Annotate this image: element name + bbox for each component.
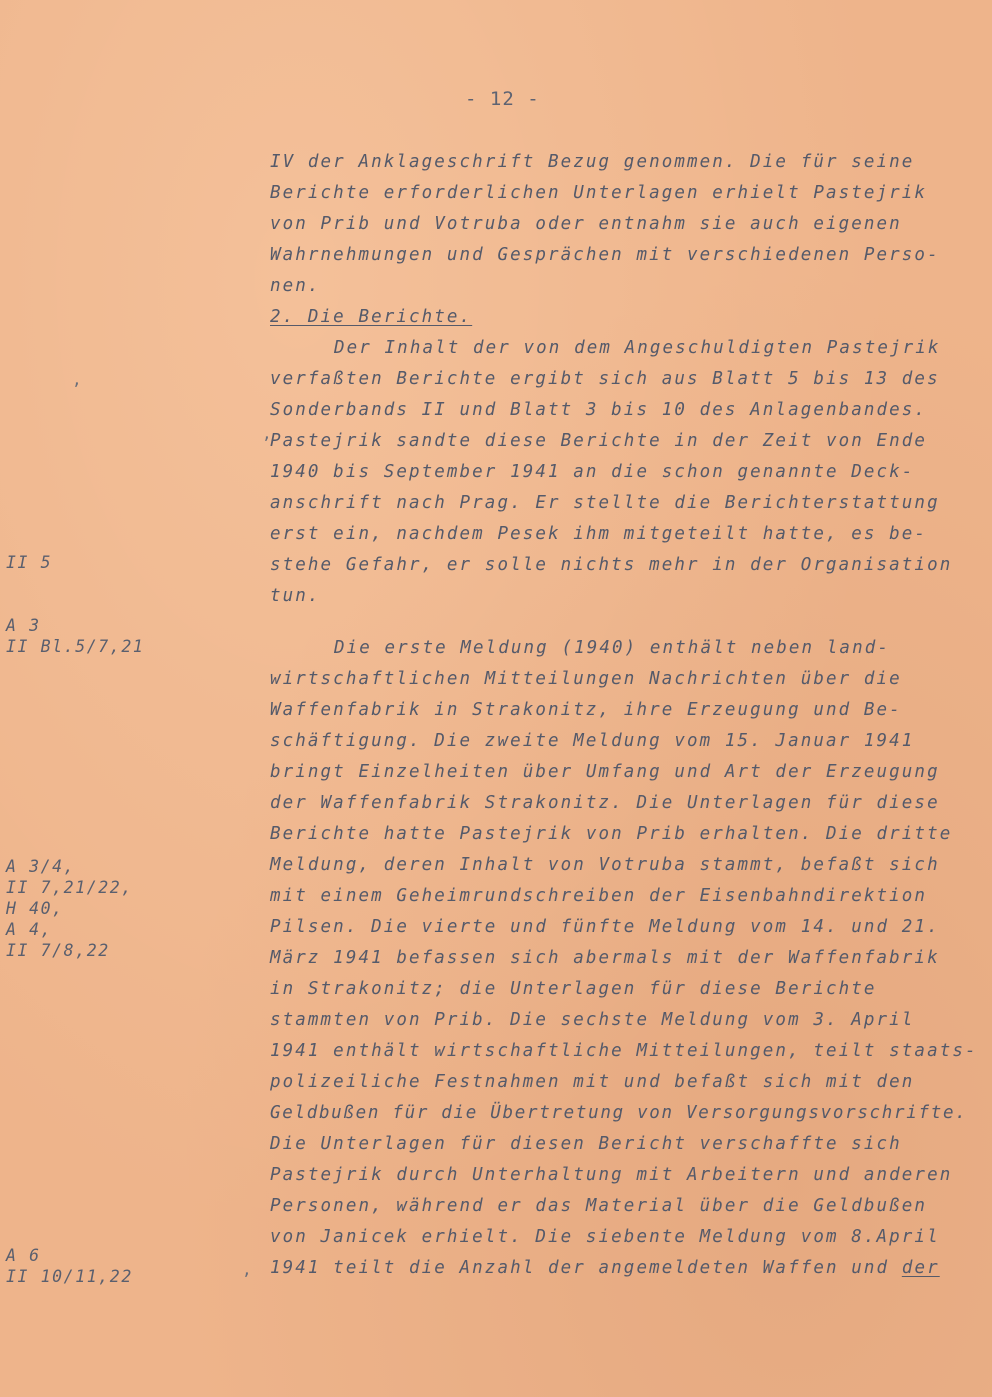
text-line: schäftigung. Die zweite Meldung vom 15. Januar 1941 <box>270 731 915 751</box>
margin-note: II Bl.5/7,21 <box>6 637 145 656</box>
text-line: nen. <box>270 276 321 296</box>
stray-mark: , <box>262 424 272 443</box>
text-line: der Waffenfabrik Strakonitz. Die Unterlagen für diese <box>270 793 940 813</box>
text-line: polizeiliche Festnahmen mit und befaßt sich mit den <box>270 1072 915 1092</box>
text-line: Pilsen. Die vierte und fünfte Meldung vom 14. und 21. <box>270 917 940 937</box>
stray-mark: , <box>242 1260 252 1279</box>
margin-note: II 7/8,22 <box>6 941 110 960</box>
page-number: - 12 - <box>465 88 540 110</box>
text-line: von Janicek erhielt. Die siebente Meldung vom 8.April <box>270 1227 940 1247</box>
text-line: Meldung, deren Inhalt von Votruba stammt, befaßt sich <box>270 855 940 875</box>
text-line: Sonderbands II und Blatt 3 bis 10 des Anlagenbandes. <box>270 400 928 420</box>
text-line: stehe Gefahr, er solle nichts mehr in der Organisation <box>270 555 953 575</box>
stray-mark: , <box>72 370 82 389</box>
margin-note: II 10/11,22 <box>6 1267 133 1286</box>
text-line: 1940 bis September 1941 an die schon genannte Deck- <box>270 462 915 482</box>
text-line: Geldbußen für die Übertretung von Versorgungsvorschrifte. <box>270 1103 968 1123</box>
text-line: Personen, während er das Material über die Geldbußen <box>270 1196 928 1216</box>
text-line: 1941 enthält wirtschaftliche Mitteilungen, teilt staats- <box>270 1041 978 1061</box>
text-line: mit einem Geheimrundschreiben der Eisenbahndirektion <box>270 886 928 906</box>
margin-note: H 40, <box>6 899 64 918</box>
text-line: Waffenfabrik in Strakonitz, ihre Erzeugung und Be- <box>270 700 902 720</box>
margin-note: A 4, <box>6 920 53 939</box>
text-line: Der Inhalt der von dem Angeschuldigten Pastejrik <box>334 338 941 358</box>
text-line <box>270 1258 940 1278</box>
text-line: von Prib und Votruba oder entnahm sie auch eigenen <box>270 214 902 234</box>
margin-note: A 3 <box>6 616 41 635</box>
underlined-word: der <box>901 1258 940 1278</box>
text-line: wirtschaftlichen Mitteilungen Nachrichten über die <box>270 669 902 689</box>
margin-note: A 3/4, <box>6 857 76 876</box>
text-line: verfaßten Berichte ergibt sich aus Blatt 5 bis 13 des <box>270 369 940 389</box>
margin-note: II 5 <box>6 553 53 572</box>
text-line: bringt Einzelheiten über Umfang und Art der Erzeugung <box>270 762 940 782</box>
text-line: Die Unterlagen für diesen Bericht verschaffte sich <box>270 1134 902 1154</box>
text-line: anschrift nach Prag. Er stellte die Berichterstattung <box>270 493 940 513</box>
text-line: erst ein, nachdem Pesek ihm mitgeteilt hatte, es be- <box>270 524 928 544</box>
text-line: Berichte hatte Pastejrik von Prib erhalten. Die dritte <box>270 824 953 844</box>
margin-note: A 6 <box>6 1246 41 1265</box>
text-line: Berichte erforderlichen Unterlagen erhielt Pastejrik <box>270 183 928 203</box>
text-line: Pastejrik durch Unterhaltung mit Arbeitern und anderen <box>270 1165 953 1185</box>
text-line: Wahrnehmungen und Gesprächen mit verschiedenen Perso- <box>270 245 940 265</box>
text-line: Pastejrik sandte diese Berichte in der Zeit von Ende <box>270 431 928 451</box>
text-line: tun. <box>270 586 321 606</box>
text-line: März 1941 befassen sich abermals mit der Waffenfabrik <box>270 948 940 968</box>
text-line-main: 1941 teilt die Anzahl der angemeldeten Waffen und <box>270 1258 890 1278</box>
text-line: stammten von Prib. Die sechste Meldung vom 3. April <box>270 1010 915 1030</box>
margin-note: II 7,21/22, <box>6 878 133 897</box>
text-line: IV der Anklageschrift Bezug genommen. Die für seine <box>270 152 915 172</box>
text-line: in Strakonitz; die Unterlagen für diese Berichte <box>270 979 877 999</box>
text-line: Die erste Meldung (1940) enthält neben land- <box>334 638 890 658</box>
section-heading: 2. Die Berichte. <box>270 307 473 327</box>
